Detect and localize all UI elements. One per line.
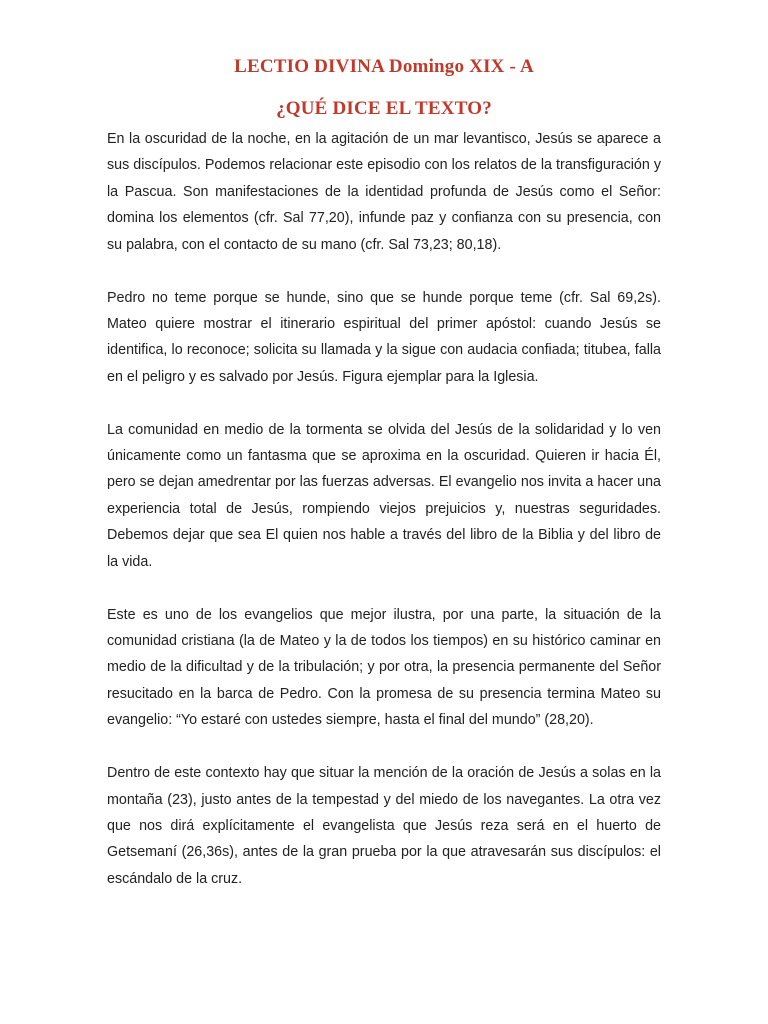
body-text — [107, 126, 661, 919]
section-title: ¿QUÉ DICE EL TEXTO? — [276, 98, 492, 119]
paragraph: Este es uno de los evangelios que mejor ilustra, por una parte, la situación de la comunidad cristiana (la de Mateo y la de todos los tiempos) en su histórico caminar en medio de la dificultad y de la tribulación; y por otra, la presencia permanente del Señor resucitado en la barca de Pedro. Con la promesa de su presencia termina Mateo su evangelio: “Yo estaré con ustedes siempre, hasta el final del mundo” (28,20). — [107, 606, 661, 729]
paragraph: La comunidad en medio de la tormenta se olvida del Jesús de la solidaridad y lo ven únicamente como un fantasma que se aproxima en la oscuridad. Quieren ir hacia Él, pero se dejan amedrentar por las fuerzas adversas. El evangelio nos invita a hacer una experiencia total de Jesús, rompiendo viejos prejuicios y, nuestras seguridades. Debemos dejar que sea El quien nos hable a través del libro de la Biblia y del libro de la vida. — [107, 421, 661, 570]
paragraph: Dentro de este contexto hay que situar la mención de la oración de Jesús a solas en la montaña (23), justo antes de la tempestad y del miedo de los navegantes. La otra vez que nos dirá explícitamente el evangelista que Jesús reza será en el huerto de Getsemaní (26,36s), antes de la gran prueba por la que atravesarán sus discípulos: el escándalo de la cruz. — [107, 765, 661, 887]
paragraph: En la oscuridad de la noche, en la agitación de un mar levantisco, Jesús se aparece a sus discípulos. Podemos relacionar este episodio con los relatos de la transfiguración y la Pascua. Son manifestaciones de la identidad profunda de Jesús como el Señor: domina los elementos (cfr. Sal 77,20), infunde paz y confianza con su presencia, con su palabra, con el contacto de su mano (cfr. Sal 73,23; 80,18). — [107, 131, 661, 253]
page-title: LECTIO DIVINA Domingo XIX - A — [234, 56, 534, 77]
paragraph: Pedro no teme porque se hunde, sino que se hunde porque teme (cfr. Sal 69,2s). Mateo quiere mostrar el itinerario espiritual del primer apóstol: cuando Jesús se identifica, lo reconoce; solicita su llamada y la sigue con audacia confiada; titubea, falla en el peligro y es salvado por Jesús. Figura ejemplar para la Iglesia. — [107, 289, 661, 385]
